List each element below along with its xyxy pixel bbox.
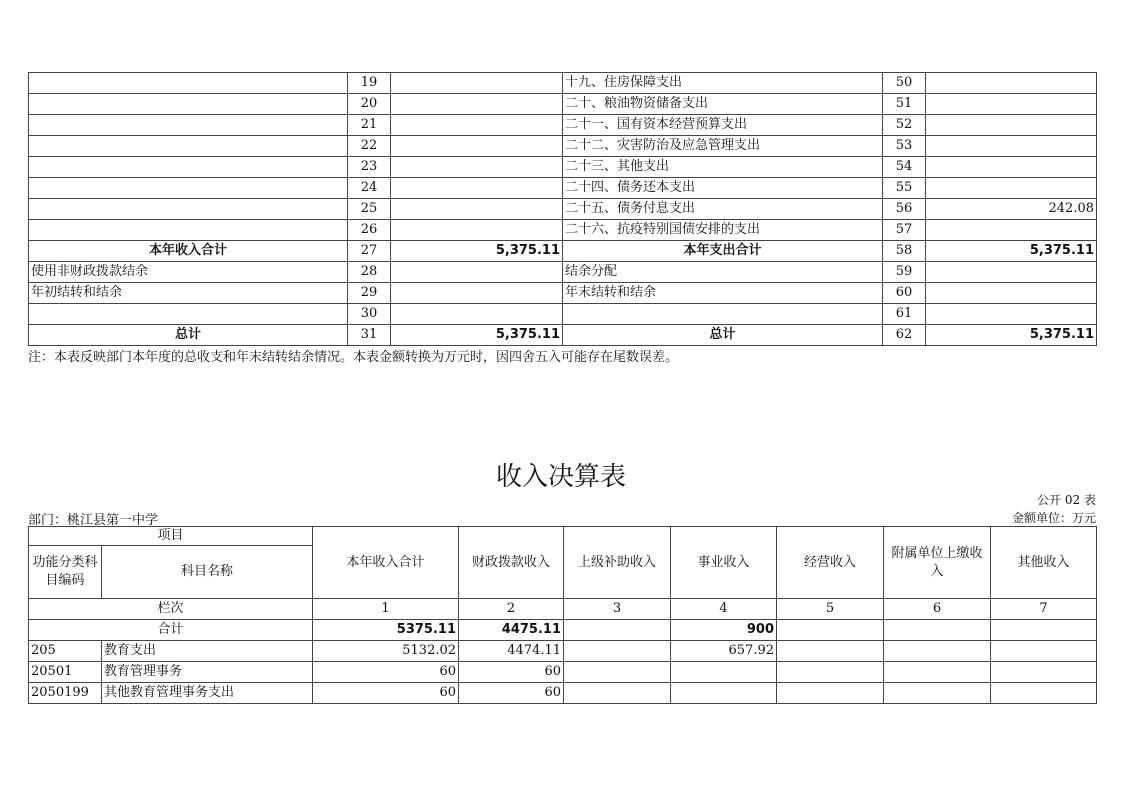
amount-cell <box>777 683 884 704</box>
col-header: 财政拨款收入 <box>459 527 564 599</box>
table-tag: 公开 02 表 <box>1037 493 1096 507</box>
income-amount <box>391 157 563 178</box>
income-item: 使用非财政拨款结余 <box>29 262 348 283</box>
income-item <box>29 178 348 199</box>
total-label: 合计 <box>29 620 313 641</box>
index-number: 6 <box>884 599 991 620</box>
amount-cell <box>564 683 671 704</box>
expense-amount <box>926 136 1097 157</box>
income-item: 年初结转和结余 <box>29 283 348 304</box>
income-item <box>29 220 348 241</box>
table-row <box>29 641 1097 662</box>
income-amount <box>391 304 563 325</box>
table-row <box>29 241 1097 262</box>
line-number: 58 <box>883 241 926 262</box>
expense-amount <box>926 157 1097 178</box>
table-row <box>29 683 1097 704</box>
total-value <box>991 620 1097 641</box>
table-note: 注：本表反映部门本年度的总收支和年末结转结余情况。本表金额转换为万元时，因四舍五入可能存在尾数误差。 <box>28 350 679 365</box>
expense-item: 十九、住房保障支出 <box>563 73 883 94</box>
income-amount <box>391 73 563 94</box>
total-value: 5375.11 <box>313 620 459 641</box>
total-value: 4475.11 <box>459 620 564 641</box>
expense-item: 总计 <box>563 325 883 346</box>
income-item <box>29 94 348 115</box>
subject-name: 教育管理事务 <box>102 662 313 683</box>
amount-cell: 60 <box>459 683 564 704</box>
subject-code: 205 <box>29 641 102 662</box>
line-number: 50 <box>883 73 926 94</box>
col-header: 经营收入 <box>777 527 884 599</box>
expense-item: 二十二、灾害防治及应急管理支出 <box>563 136 883 157</box>
line-number: 55 <box>883 178 926 199</box>
income-amount <box>391 262 563 283</box>
line-number: 26 <box>348 220 391 241</box>
line-number: 21 <box>348 115 391 136</box>
index-number: 3 <box>564 599 671 620</box>
total-value: 900 <box>671 620 777 641</box>
amount-cell <box>777 641 884 662</box>
line-number: 52 <box>883 115 926 136</box>
expense-amount <box>926 115 1097 136</box>
line-number: 31 <box>348 325 391 346</box>
income-amount <box>391 94 563 115</box>
expense-amount <box>926 94 1097 115</box>
line-number: 56 <box>883 199 926 220</box>
expense-item <box>563 304 883 325</box>
amount-cell <box>564 641 671 662</box>
line-number: 62 <box>883 325 926 346</box>
line-number: 22 <box>348 136 391 157</box>
amount-cell: 60 <box>313 662 459 683</box>
total-row <box>29 620 1097 641</box>
amount-cell <box>884 662 991 683</box>
amount-cell <box>991 683 1097 704</box>
expense-amount: 5,375.11 <box>926 241 1097 262</box>
income-item <box>29 136 348 157</box>
expense-amount: 242.08 <box>926 199 1097 220</box>
line-number: 23 <box>348 157 391 178</box>
summary-table <box>28 72 1097 346</box>
expense-amount <box>926 73 1097 94</box>
subject-name: 其他教育管理事务支出 <box>102 683 313 704</box>
expense-item: 二十三、其他支出 <box>563 157 883 178</box>
total-value <box>564 620 671 641</box>
expense-item: 二十四、债务还本支出 <box>563 178 883 199</box>
expense-item: 结余分配 <box>563 262 883 283</box>
amount-cell <box>884 683 991 704</box>
line-number: 61 <box>883 304 926 325</box>
table-row <box>29 157 1097 178</box>
amount-cell <box>991 641 1097 662</box>
subject-code: 2050199 <box>29 683 102 704</box>
expense-item: 二十一、国有资本经营预算支出 <box>563 115 883 136</box>
line-number: 19 <box>348 73 391 94</box>
subject-name: 教育支出 <box>102 641 313 662</box>
index-number: 4 <box>671 599 777 620</box>
income-table <box>28 526 1097 704</box>
line-number: 27 <box>348 241 391 262</box>
amount-cell <box>777 662 884 683</box>
expense-amount <box>926 304 1097 325</box>
unit-label: 金额单位：万元 <box>1011 511 1096 525</box>
line-number: 53 <box>883 136 926 157</box>
income-amount <box>391 283 563 304</box>
amount-cell <box>884 641 991 662</box>
col-header: 事业收入 <box>671 527 777 599</box>
line-number: 54 <box>883 157 926 178</box>
table-row <box>29 178 1097 199</box>
amount-cell: 60 <box>313 683 459 704</box>
line-number: 57 <box>883 220 926 241</box>
amount-cell <box>671 683 777 704</box>
header-project: 项目 <box>29 527 313 546</box>
income-item <box>29 73 348 94</box>
line-number: 20 <box>348 94 391 115</box>
col-header: 上级补助收入 <box>564 527 671 599</box>
line-number: 60 <box>883 283 926 304</box>
page-title: 收入决算表 <box>495 462 626 492</box>
expense-amount: 5,375.11 <box>926 325 1097 346</box>
income-amount <box>391 199 563 220</box>
amount-cell <box>564 662 671 683</box>
expense-item: 二十六、抗疫特别国债安排的支出 <box>563 220 883 241</box>
income-amount: 5,375.11 <box>391 325 563 346</box>
index-number: 7 <box>991 599 1097 620</box>
expense-item: 二十、粮油物资储备支出 <box>563 94 883 115</box>
table-row <box>29 662 1097 683</box>
amount-cell: 5132.02 <box>313 641 459 662</box>
income-amount <box>391 115 563 136</box>
table-row <box>29 94 1097 115</box>
expense-amount <box>926 262 1097 283</box>
amount-cell: 4474.11 <box>459 641 564 662</box>
expense-amount <box>926 220 1097 241</box>
line-number: 24 <box>348 178 391 199</box>
table-row <box>29 262 1097 283</box>
income-item <box>29 157 348 178</box>
index-number: 5 <box>777 599 884 620</box>
table-row <box>29 115 1097 136</box>
table-row <box>29 199 1097 220</box>
index-number: 2 <box>459 599 564 620</box>
col-header: 附属单位上缴收入 <box>884 527 991 599</box>
expense-amount <box>926 178 1097 199</box>
table-row <box>29 136 1097 157</box>
line-number: 30 <box>348 304 391 325</box>
header-name: 科目名称 <box>102 546 313 599</box>
expense-amount <box>926 283 1097 304</box>
department-label: 部门：桃江县第一中学 <box>28 513 159 528</box>
line-number: 25 <box>348 199 391 220</box>
table-row <box>29 220 1097 241</box>
line-number: 59 <box>883 262 926 283</box>
expense-item: 二十五、债务付息支出 <box>563 199 883 220</box>
income-amount <box>391 220 563 241</box>
income-item <box>29 199 348 220</box>
header-code: 功能分类科目编码 <box>29 546 102 599</box>
income-amount: 5,375.11 <box>391 241 563 262</box>
col-header: 本年收入合计 <box>313 527 459 599</box>
amount-cell <box>991 662 1097 683</box>
line-number: 29 <box>348 283 391 304</box>
col-header: 其他收入 <box>991 527 1097 599</box>
income-item: 本年收入合计 <box>29 241 348 262</box>
expense-item: 年末结转和结余 <box>563 283 883 304</box>
income-amount <box>391 136 563 157</box>
income-item: 总计 <box>29 325 348 346</box>
total-value <box>884 620 991 641</box>
income-item <box>29 115 348 136</box>
total-value <box>777 620 884 641</box>
table-row <box>29 73 1097 94</box>
line-number: 51 <box>883 94 926 115</box>
line-number: 28 <box>348 262 391 283</box>
table-row <box>29 283 1097 304</box>
income-amount <box>391 178 563 199</box>
amount-cell: 60 <box>459 662 564 683</box>
index-label: 栏次 <box>29 599 313 620</box>
table-row <box>29 304 1097 325</box>
amount-cell: 657.92 <box>671 641 777 662</box>
expense-item: 本年支出合计 <box>563 241 883 262</box>
amount-cell <box>671 662 777 683</box>
income-item <box>29 304 348 325</box>
index-number: 1 <box>313 599 459 620</box>
subject-code: 20501 <box>29 662 102 683</box>
table-row <box>29 325 1097 346</box>
